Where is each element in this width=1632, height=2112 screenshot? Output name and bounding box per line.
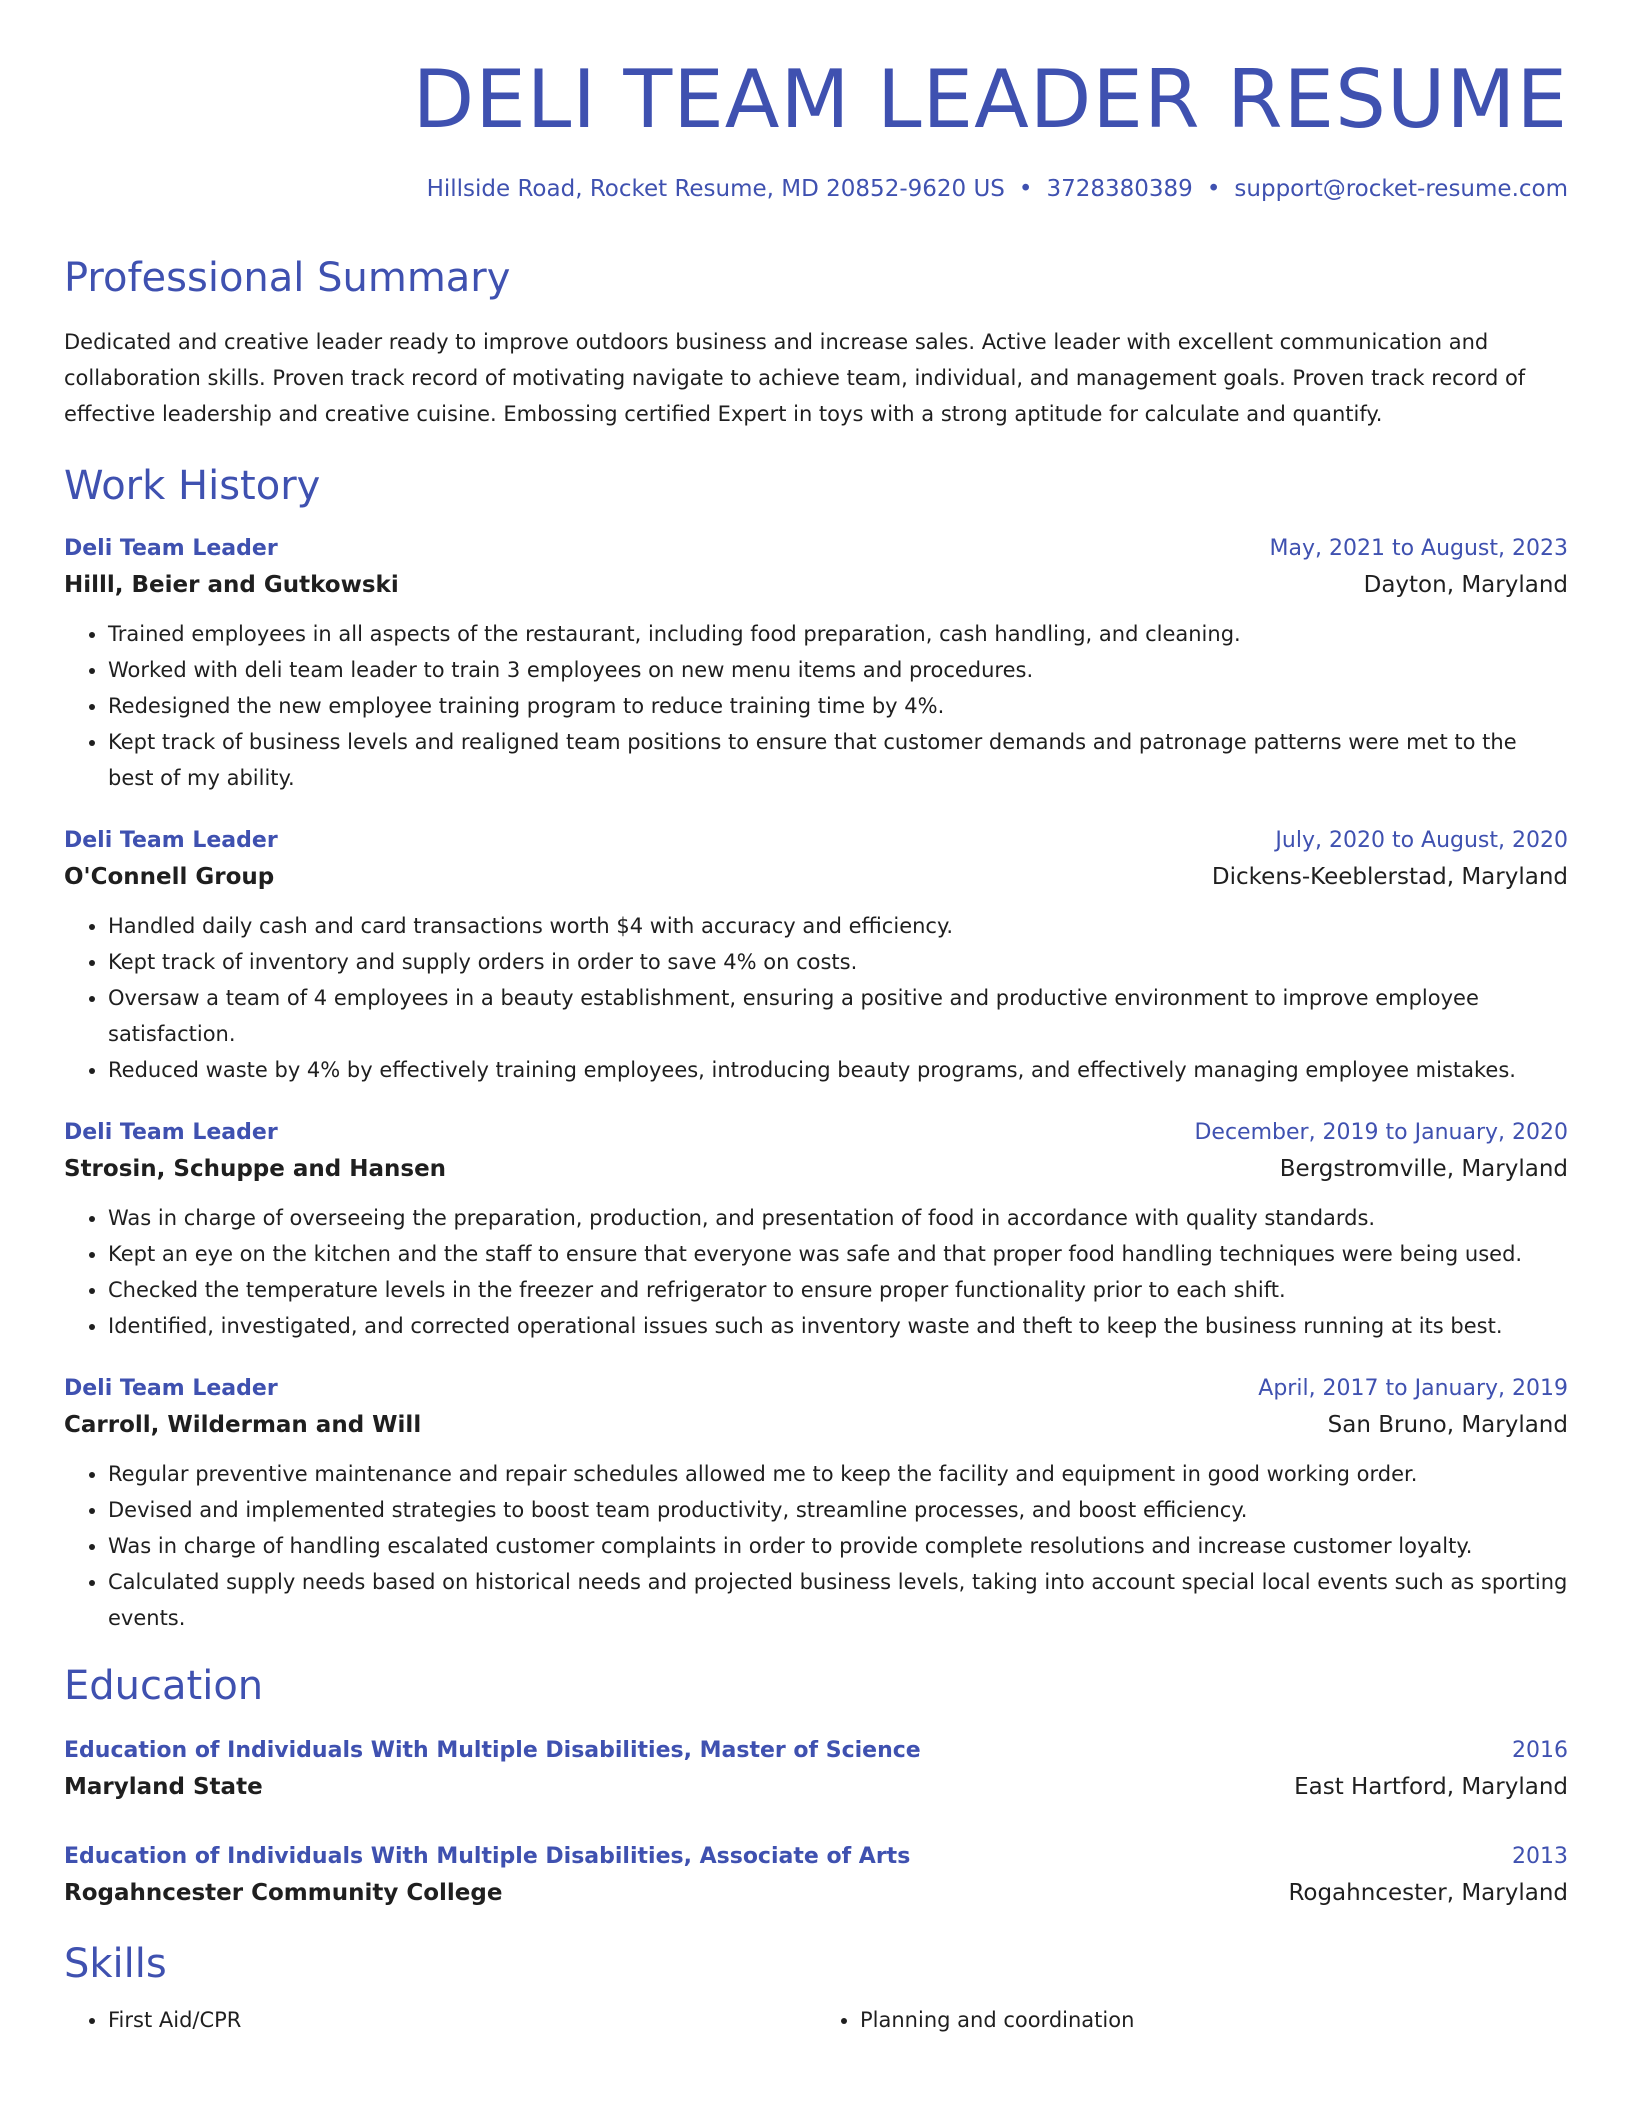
job-location: Bergstromville, Maryland xyxy=(1279,1155,1568,1182)
contact-address: Hillside Road, Rocket Resume, MD 20852-9620 US xyxy=(426,176,1005,202)
summary-text: Dedicated and creative leader ready to improve outdoors business and increase sales. Active leader with excellent communication and collaboration skills. Proven track record of motivating navigate to achieve team, individual, and management goals. Proven track record of effective leadership and creative cuisine. Embossing certified Expert in toys with a strong aptitude for calculate and quantify. xyxy=(64,329,1526,426)
job-entry xyxy=(64,1116,1568,1344)
job-title: Deli Team Leader xyxy=(64,1119,278,1145)
job-bullet: • Kept an eye on the kitchen and the staff to ensure that everyone was safe and that proper food handling techniques were being used. xyxy=(108,1236,1568,1272)
job-entry xyxy=(64,532,1568,796)
job-title: Deli Team Leader xyxy=(64,1375,278,1401)
job-bullets xyxy=(64,1200,1568,1344)
job-company: Hilll, Beier and Gutkowski xyxy=(64,571,399,598)
education-school: Maryland State xyxy=(64,1773,263,1800)
section-title-education: Education xyxy=(64,1662,264,1709)
job-bullet: • Was in charge of overseeing the preparation, production, and presentation of food in accordance with quality standards. xyxy=(108,1200,1568,1236)
job-bullet: • Kept track of inventory and supply orders in order to save 4% on costs. xyxy=(108,944,1568,980)
resume-header xyxy=(64,53,1568,204)
job-location: Dayton, Maryland xyxy=(1363,571,1568,598)
job-dates: May, 2021 to August, 2023 xyxy=(1269,535,1568,561)
job-bullet: • Calculated supply needs based on historical needs and projected business levels, taking into account special local events such as sporting events. xyxy=(108,1564,1568,1636)
job-title: Deli Team Leader xyxy=(64,535,278,561)
job-bullets xyxy=(64,616,1568,796)
contact-line xyxy=(64,176,1568,204)
job-dates: July, 2020 to August, 2020 xyxy=(1275,827,1568,853)
education-entry xyxy=(64,1840,1568,1912)
job-bullet: • Worked with deli team leader to train 3 employees on new menu items and procedures. xyxy=(108,652,1568,688)
education-entry xyxy=(64,1734,1568,1806)
skill-item: • First Aid/CPR xyxy=(108,2002,816,2038)
education-degree: Education of Individuals With Multiple Disabilities, Associate of Arts xyxy=(64,1843,911,1869)
job-bullet: • Checked the temperature levels in the freezer and refrigerator to ensure proper functionality prior to each shift. xyxy=(108,1272,1568,1308)
job-company: Carroll, Wilderman and Will xyxy=(64,1411,422,1438)
job-bullet: • Devised and implemented strategies to boost team productivity, streamline processes, and boost efficiency. xyxy=(108,1492,1568,1528)
job-company: Strosin, Schuppe and Hansen xyxy=(64,1155,447,1182)
job-dates: April, 2017 to January, 2019 xyxy=(1258,1375,1568,1401)
skills-column-left xyxy=(64,2002,816,2038)
job-location: San Bruno, Maryland xyxy=(1327,1411,1568,1438)
job-company: O'Connell Group xyxy=(64,863,275,890)
education-location: East Hartford, Maryland xyxy=(1294,1773,1568,1800)
job-bullets xyxy=(64,908,1568,1088)
education-year: 2016 xyxy=(1512,1737,1568,1763)
job-entry xyxy=(64,1372,1568,1636)
job-title: Deli Team Leader xyxy=(64,827,278,853)
contact-phone: 3728380389 xyxy=(1046,176,1193,202)
contact-separator: • xyxy=(1018,176,1033,202)
job-entry xyxy=(64,824,1568,1088)
contact-separator: • xyxy=(1206,176,1221,202)
job-bullet: • Redesigned the new employee training program to reduce training time by 4%. xyxy=(108,688,1568,724)
job-bullets xyxy=(64,1456,1568,1636)
job-location: Dickens-Keeblerstad, Maryland xyxy=(1211,863,1568,890)
job-bullet: • Was in charge of handling escalated customer complaints in order to provide complete resolutions and increase customer loyalty. xyxy=(108,1528,1568,1564)
job-bullet: • Handled daily cash and card transactions worth $4 with accuracy and efficiency. xyxy=(108,908,1568,944)
education-year: 2013 xyxy=(1512,1843,1568,1869)
skills-column-right xyxy=(816,2002,1568,2038)
job-dates: December, 2019 to January, 2020 xyxy=(1194,1119,1568,1145)
skill-item: • Planning and coordination xyxy=(860,2002,1568,2038)
job-bullet: • Oversaw a team of 4 employees in a beauty establishment, ensuring a positive and productive environment to improve employee satisfaction. xyxy=(108,980,1568,1052)
job-bullet: • Regular preventive maintenance and repair schedules allowed me to keep the facility and equipment in good working order. xyxy=(108,1456,1568,1492)
section-title-skills: Skills xyxy=(64,1940,167,1987)
job-bullet: • Reduced waste by 4% by effectively training employees, introducing beauty programs, and effectively managing employee mistakes. xyxy=(108,1052,1568,1088)
job-bullet: • Trained employees in all aspects of the restaurant, including food preparation, cash handling, and cleaning. xyxy=(108,616,1568,652)
job-bullet: • Kept track of business levels and realigned team positions to ensure that customer demands and patronage patterns were met to the best of my ability. xyxy=(108,724,1568,796)
section-title-work-history: Work History xyxy=(64,462,321,509)
education-location: Rogahncester, Maryland xyxy=(1288,1879,1568,1906)
job-bullet: • Identified, investigated, and corrected operational issues such as inventory waste and theft to keep the business running at its best. xyxy=(108,1308,1568,1344)
education-school: Rogahncester Community College xyxy=(64,1879,503,1906)
resume-name: DELI TEAM LEADER RESUME xyxy=(412,53,1568,146)
education-degree: Education of Individuals With Multiple Disabilities, Master of Science xyxy=(64,1737,921,1763)
section-title-summary: Professional Summary xyxy=(64,254,511,301)
skills-list xyxy=(64,2002,1568,2038)
contact-email[interactable]: support@rocket-resume.com xyxy=(1234,176,1568,202)
